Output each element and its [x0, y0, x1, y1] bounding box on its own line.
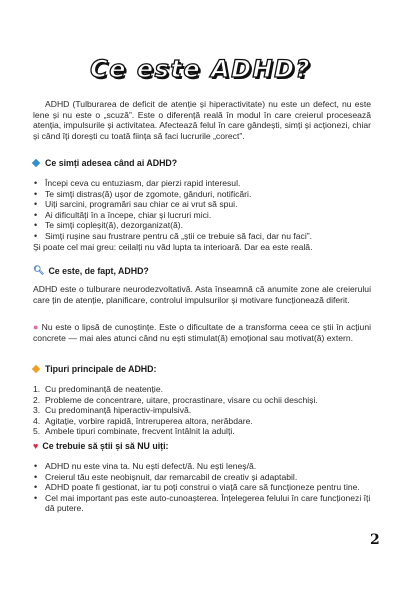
list-item: 1. Cu predominanță de neatenție. — [33, 384, 164, 394]
list-item: • Simți rușine sau frustrare pentru că „știi ce trebuie să faci, dar nu faci”. — [33, 231, 371, 242]
intro-paragraph: ADHD (Tulburarea de deficit de atenție și hiperactivitate) nu este un defect, nu este lene și nu este o „scuză”. Este o diferență reală în modul în care creierul procesează atenția, impulsurile și activitatea. Afectează felul în care gândești, simți și acționezi, chiar și când îți dorești cu toată ființa să faci lucrurile „corect”. — [33, 99, 371, 141]
section-heading-text: Ce trebuie să știi și să NU uiți: — [42, 441, 169, 451]
section-heading-text: Ce simți adesea când ai ADHD? — [45, 158, 178, 168]
section-heading-what-is — [33, 265, 149, 276]
page-number: 2 — [370, 532, 380, 548]
section-heading-text: Tipuri principale de ADHD: — [45, 364, 157, 374]
section-heading-feelings — [33, 158, 177, 168]
brain-icon: ● — [33, 322, 39, 332]
list-item: • Ai dificultăți în a începe, chiar și lucruri mici. — [33, 210, 371, 221]
list-item: • ADHD poate fi gestionat, iar tu poți construi o viață care să funcționeze pentru tine. — [33, 482, 371, 493]
feelings-closing: Și poate cel mai greu: ceilalți nu văd lupta ta interioară. Dar ea este reală. — [33, 242, 313, 252]
list-item: • Creierul tău este neobișnuit, dar remarcabil de creativ și adaptabil. — [33, 472, 371, 483]
remember-list — [33, 461, 371, 514]
blue-diamond-icon — [32, 159, 40, 167]
section-heading-remember — [33, 441, 168, 451]
feelings-list — [33, 178, 371, 242]
types-list — [33, 384, 371, 437]
orange-diamond-icon — [32, 365, 40, 373]
paragraph-text: Nu este o lipsă de cunoștințe. Este o dificultate de a transforma ceea ce știi în acțiuni concrete — mai ales atunci când nu ești stimulat(ă) emoțional sau motivat(ă) extern. — [33, 322, 372, 343]
list-item: • Începi ceva cu entuziasm, dar pierzi rapid interesul. — [33, 178, 371, 189]
list-item: • Cel mai important pas este auto-cunoașterea. Înțelegerea felului în care funcționezi îți dă putere. — [33, 493, 371, 514]
list-item: • Uiți sarcini, programări sau chiar ce ai vrut să spui. — [33, 199, 371, 210]
list-item: 3. Cu predominanță hiperactiv-impulsivă. — [33, 405, 192, 416]
list-item: 5. Ambele tipuri combinate, frecvent întâlnit la adulți. — [33, 426, 235, 437]
list-item: 4. Agitație, vorbire rapidă, întreruperea altora, nerăbdare. — [33, 415, 253, 426]
not-lack-of-knowledge-paragraph — [33, 322, 371, 343]
list-item: 2. Probleme de concentrare, uitare, procrastinare, visare cu ochii deschiși. — [33, 394, 318, 405]
section-heading-types — [33, 364, 156, 374]
list-item: • Te simți distras(ă) ușor de zgomote, gânduri, notificări. — [33, 189, 371, 200]
page-title: Ce este ADHD? — [90, 55, 311, 83]
magnifier-icon: 🔍︎ — [33, 265, 45, 275]
section-heading-text: Ce este, de fapt, ADHD? — [48, 265, 149, 276]
list-item: • Te simți copleșit(ă), dezorganizat(ă). — [33, 220, 371, 231]
list-item: • ADHD nu este vina ta. Nu ești defect/ă. Nu ești leneș/ă. — [33, 461, 371, 472]
what-is-paragraph: ADHD este o tulburare neurodezvoltativă. Asta înseamnă că anumite zone ale creierului care țin de atenție, planificare, controlul impulsurilor și motivare funcționează diferit. — [33, 284, 371, 305]
red-heart-icon: ♥ — [33, 441, 39, 451]
